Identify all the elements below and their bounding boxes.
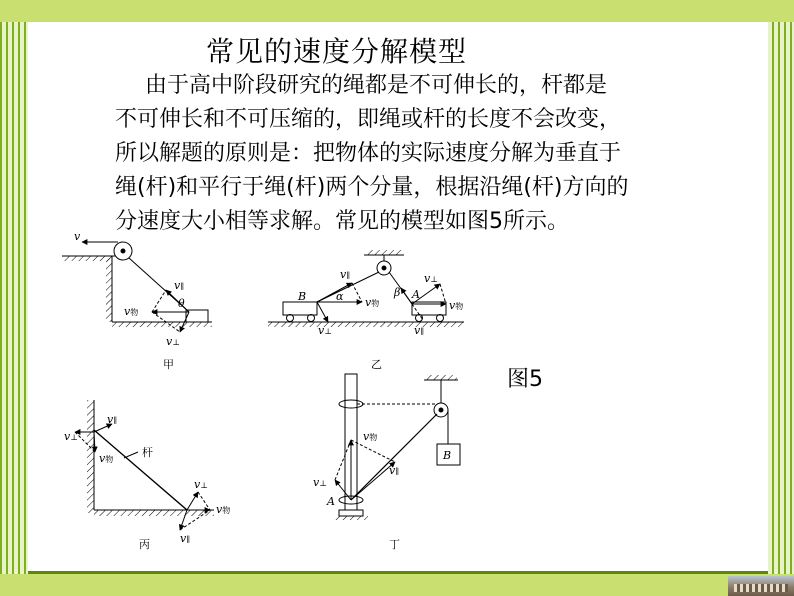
svg-text:v∥: v∥ (174, 279, 184, 292)
svg-text:β: β (394, 286, 401, 299)
svg-text:v: v (74, 230, 81, 243)
svg-text:A: A (327, 495, 335, 508)
rod-label: 杆 (142, 446, 153, 459)
caption-yi: 乙 (371, 358, 382, 371)
diagram-bing (75, 400, 214, 530)
figure-label: 图5 (507, 367, 543, 392)
caption-ding: 丁 (389, 538, 400, 551)
svg-text:v物: v物 (99, 452, 114, 465)
diagram-yi (268, 250, 464, 327)
svg-text:v∥: v∥ (414, 324, 424, 337)
svg-text:v∥: v∥ (389, 464, 399, 477)
svg-text:v∥: v∥ (107, 413, 117, 426)
svg-text:v⊥: v⊥ (64, 430, 78, 443)
svg-text:v物: v物 (216, 503, 231, 516)
paragraph-line: 分速度大小相等求解。常见的模型如图5所示。 (115, 209, 569, 234)
diagram-ding (334, 374, 460, 520)
svg-text:α: α (336, 290, 344, 303)
paragraph-line: 不可伸长和不可压缩的，即绳或杆的长度不会改变， (115, 107, 622, 132)
svg-text:A: A (412, 288, 420, 301)
svg-text:v∥: v∥ (340, 268, 350, 281)
svg-text:B: B (298, 290, 307, 303)
slide-title: 常见的速度分解模型 (206, 35, 468, 68)
caption-jia: 甲 (163, 358, 174, 371)
svg-text:v物: v物 (363, 430, 378, 443)
svg-text:v⊥: v⊥ (194, 478, 208, 491)
svg-text:v⊥: v⊥ (166, 335, 180, 348)
svg-text:v∥: v∥ (180, 532, 190, 545)
caption-bing: 丙 (139, 538, 150, 551)
svg-text:v⊥: v⊥ (313, 476, 327, 489)
svg-text:v物: v物 (365, 296, 380, 309)
paragraph-line: 由于高中阶段研究的绳都是不可伸长的，杆都是 (145, 73, 608, 98)
diagram-jia (62, 242, 212, 332)
svg-text:v⊥: v⊥ (318, 324, 332, 337)
svg-text:B: B (443, 449, 452, 462)
svg-text:v物: v物 (124, 305, 139, 318)
svg-text:v物: v物 (449, 299, 464, 312)
svg-text:v⊥: v⊥ (424, 272, 438, 285)
svg-text:θ: θ (178, 297, 185, 310)
paragraph-line: 绳(杆)和平行于绳(杆)两个分量，根据沿绳(杆)方向的 (115, 175, 629, 200)
paragraph-line: 所以解题的原则是：把物体的实际速度分解为垂直于 (115, 141, 622, 166)
